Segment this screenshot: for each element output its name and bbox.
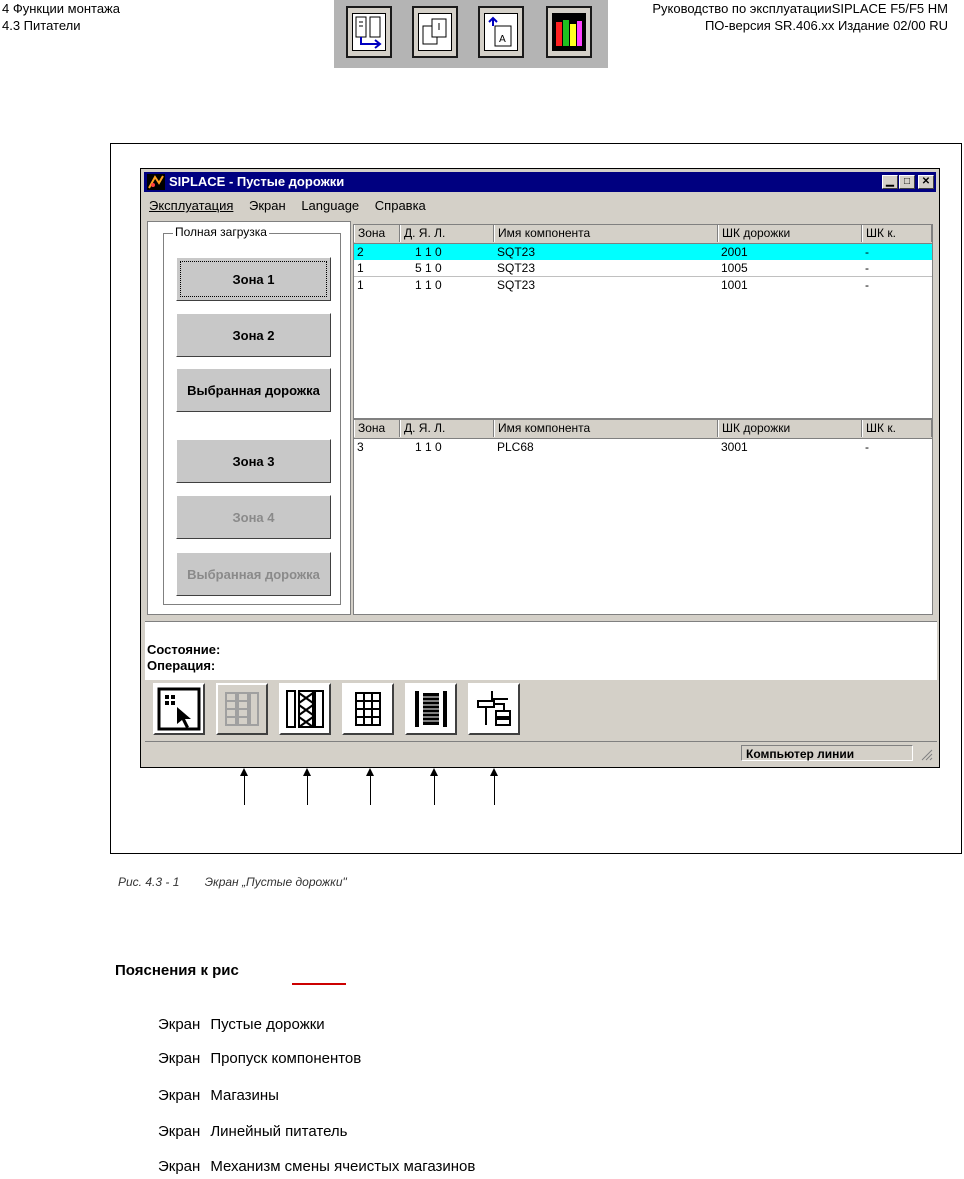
header-manual: Руководство по эксплуатацииSIPLACE F5/F5 HM <box>652 1 948 16</box>
table-header <box>354 420 932 439</box>
col-component[interactable]: Имя компонента <box>494 225 718 242</box>
col-zone[interactable]: Зона <box>354 420 400 437</box>
tracks-table-upper <box>353 224 933 419</box>
zone-2-button[interactable]: Зона 2 <box>176 313 331 357</box>
zone-4-button[interactable]: Зона 4 <box>176 495 331 539</box>
explanation-item: Экран Пропуск компонентов <box>158 1050 362 1067</box>
explanation-heading: Пояснения к рис <box>115 962 239 979</box>
header-section: 4.3 Питатели <box>2 18 81 33</box>
col-zone[interactable]: Зона <box>354 225 400 242</box>
col-track-barcode[interactable]: ШК дорожки <box>718 420 862 437</box>
menu-screen[interactable]: Экран <box>249 198 286 213</box>
header-version: ПО-версия SR.406.xx Издание 02/00 RU <box>704 18 948 33</box>
toc-nav-icon[interactable] <box>346 6 392 58</box>
tracks-table-lower <box>353 419 933 615</box>
explanation-item: Экран Пустые дорожки <box>158 1016 325 1033</box>
col-comp-barcode[interactable]: ШК к. <box>862 225 932 242</box>
explanation-item: Экран Линейный питатель <box>158 1123 348 1140</box>
magazines-grid-icon <box>346 687 390 731</box>
callout-arrow-5 <box>494 770 495 805</box>
menu-operation[interactable]: Эксплуатация <box>149 198 234 213</box>
table-row[interactable]: 2 1 1 0 SQT23 2001 - <box>354 244 932 260</box>
table-row[interactable]: 1 1 1 0 SQT23 1001 - <box>357 278 869 292</box>
window-title: SIPLACE - Пустые дорожки <box>169 174 345 189</box>
col-comp-barcode[interactable]: ШК к. <box>862 420 932 437</box>
resize-grip-icon[interactable] <box>919 747 933 761</box>
callout-arrow-3 <box>370 770 371 805</box>
status-label: Состояние: <box>147 642 221 657</box>
linear-feeder-button[interactable] <box>405 683 457 735</box>
figure-ref-placeholder <box>292 983 346 985</box>
select-cursor-icon <box>157 687 201 731</box>
skip-components-button[interactable] <box>279 683 331 735</box>
magazines-button[interactable] <box>342 683 394 735</box>
table-header <box>354 225 932 244</box>
empty-tracks-button[interactable] <box>216 683 268 735</box>
maximize-icon[interactable]: □ <box>899 175 915 189</box>
minimize-icon[interactable]: ▁ <box>882 175 898 189</box>
table-row[interactable]: 1 5 1 0 SQT23 1005 - <box>354 260 932 277</box>
col-position[interactable]: Д. Я. Л. <box>400 225 494 242</box>
library-nav-icon[interactable] <box>546 6 592 58</box>
waffle-changer-button[interactable] <box>468 683 520 735</box>
operation-label: Операция: <box>147 658 216 673</box>
line-computer-status: Компьютер линии <box>741 745 913 761</box>
menu-language[interactable]: Language <box>301 198 360 213</box>
linear-feeder-icon <box>409 687 453 731</box>
figure-caption <box>118 875 347 889</box>
back-nav-icon[interactable] <box>478 6 524 58</box>
zone-3-button[interactable]: Зона 3 <box>176 439 331 483</box>
close-icon[interactable]: ✕ <box>918 175 934 189</box>
menu-bar <box>149 198 438 213</box>
select-cursor-button[interactable] <box>153 683 205 735</box>
svg-text:A: A <box>499 34 506 45</box>
selected-track-button-top[interactable]: Выбранная дорожка <box>176 368 331 412</box>
table-row[interactable]: 3 1 1 0 PLC68 3001 - <box>357 440 869 454</box>
title-bar[interactable] <box>144 172 936 192</box>
siplace-app-icon <box>147 174 165 190</box>
status-bar <box>145 741 937 764</box>
header-chapter: 4 Функции монтажа <box>2 1 120 16</box>
callout-arrow-2 <box>307 770 308 805</box>
col-position[interactable]: Д. Я. Л. <box>400 420 494 437</box>
col-component[interactable]: Имя компонента <box>494 420 718 437</box>
doc-nav-bar <box>334 0 608 68</box>
selected-track-button-bottom[interactable]: Выбранная дорожка <box>176 552 331 596</box>
full-load-label: Полная загрузка <box>175 225 267 239</box>
col-track-barcode[interactable]: ШК дорожки <box>718 225 862 242</box>
app-window <box>140 168 940 768</box>
empty-tracks-icon <box>220 687 264 731</box>
explanation-item: Экран Магазины <box>158 1087 279 1104</box>
pages-nav-icon[interactable] <box>412 6 458 58</box>
zone-1-button[interactable]: Зона 1 <box>176 257 331 301</box>
callout-arrow-4 <box>434 770 435 805</box>
explanation-item: Экран Механизм смены ячеистых магазинов <box>158 1158 476 1175</box>
figure-number: Рис. 4.3 - 1 <box>118 875 180 889</box>
callout-arrow-1 <box>244 770 245 805</box>
status-area <box>145 621 937 680</box>
waffle-changer-icon <box>472 687 516 731</box>
skip-components-icon <box>283 687 327 731</box>
figure-title: Экран „Пустые дорожки" <box>204 875 347 889</box>
menu-help[interactable]: Справка <box>374 198 426 213</box>
